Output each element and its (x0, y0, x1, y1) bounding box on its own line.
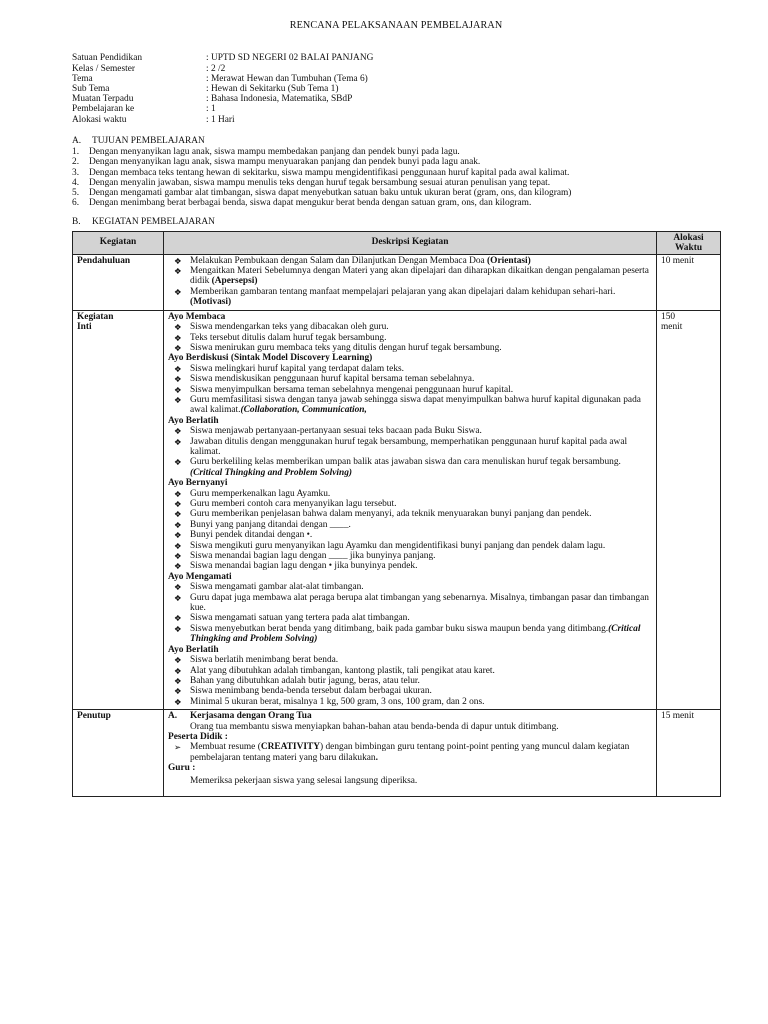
list-item (168, 530, 652, 540)
identity-value: : 1 Hari (206, 114, 235, 125)
list-item (168, 520, 652, 530)
list-item (168, 374, 652, 384)
activity-heading-ayo-berlatih-1: Ayo Berlatih (168, 415, 219, 426)
diamond-bullet-icon: ❖ (174, 675, 182, 686)
identity-row (72, 94, 720, 104)
guru-heading: Guru : (168, 763, 196, 774)
desc-pendahuluan (164, 254, 657, 310)
list-item-emphasis: (Critical Thingking and Problem Solving) (190, 467, 352, 478)
time-inti-line1: 150 (661, 311, 676, 322)
list-item-text (190, 582, 652, 592)
diamond-bullet-icon: ❖ (174, 686, 182, 697)
header-alokasi-line2: Waktu (674, 242, 703, 253)
diamond-bullet-icon: ❖ (174, 394, 182, 405)
diamond-bullet-icon: ❖ (174, 665, 182, 676)
identity-value: : 1 (206, 104, 216, 115)
list-item (168, 489, 652, 499)
list-item-main: Guru memperkenalkan lagu Ayamku. (190, 488, 331, 499)
identity-row (72, 115, 720, 125)
identity-block (72, 53, 720, 124)
identity-key: Kelas / Semester (72, 63, 136, 74)
list-item-main: Siswa mengikuti guru menyanyikan lagu Ayamku dan mengidentifikasi bunyi panjang dan pendek dalam lagu. (190, 540, 606, 551)
list-item-main: Siswa menirukan guru membaca teks yang ditulis dengan huruf tegak bersambung. (190, 342, 502, 353)
list-item-main: Alat yang dibutuhkan adalah timbangan, kantong plastik, tali pengikat atau karet. (190, 665, 495, 676)
stage-inti-line2: Inti (77, 322, 92, 333)
list-item-main: Bunyi yang panjang ditandai dengan ____. (190, 519, 351, 530)
diamond-bullet-icon: ❖ (174, 266, 182, 277)
table-row-inti (73, 310, 721, 709)
diamond-bullet-icon: ❖ (174, 342, 182, 353)
list-item-main: Siswa melingkari huruf kapital yang terdapat dalam teks. (190, 363, 404, 374)
time-pendahuluan: 10 menit (657, 254, 721, 310)
list-item-text (190, 624, 652, 645)
list-item-text (190, 322, 652, 332)
section-b-letter: B. (72, 217, 81, 228)
identity-value: : Merawat Hewan dan Tumbuhan (Tema 6) (206, 73, 368, 84)
list-item (168, 322, 652, 332)
list-item-main: Mengaitkan Materi Sebelumnya dengan Materi yang akan dipelajari dan diharapkan dikaitkan dengan pengalaman peserta didik (190, 266, 649, 287)
list-item (168, 541, 652, 551)
diamond-bullet-icon: ❖ (174, 582, 182, 593)
header-deskripsi: Deskripsi Kegiatan (164, 231, 657, 254)
list-item-bold: (Orientasi) (487, 255, 531, 266)
diamond-bullet-icon: ❖ (174, 363, 182, 374)
diamond-bullet-icon: ❖ (174, 374, 182, 385)
objective-text: Dengan membaca teks tentang hewan di sekitarku, siswa mampu mengidentifikasi penggunaan huruf kapital pada awal kalimat. (89, 167, 570, 178)
list-item-text (190, 457, 652, 478)
document-title: RENCANA PELAKSANAAN PEMBELAJARAN (289, 20, 503, 31)
section-b-heading (72, 217, 720, 227)
list-item-main: Siswa menyebutkan berat benda yang ditimbang, baik pada gambar buku siswa maupun benda yang ditimbang. (190, 623, 609, 634)
diamond-bullet-icon: ❖ (174, 499, 182, 509)
list-item (168, 593, 652, 614)
list-item-main: Minimal 5 ukuran berat, misalnya 1 kg, 500 gram, 3 ons, 100 gram, dan 2 ons. (190, 696, 485, 707)
list-item (168, 624, 652, 645)
stage-pendahuluan: Pendahuluan (73, 254, 164, 310)
objective-number: 3. (72, 167, 80, 178)
list-item-main: Siswa mengamati gambar alat-alat timbangan. (190, 582, 364, 593)
list-item (168, 287, 652, 308)
objective-text: Dengan menimbang berat berbagai benda, siswa dapat mengukur berat benda dengan satuan gram, ons, dan kilogram. (89, 198, 532, 209)
list-item-text (190, 395, 652, 416)
section-a-title: TUJUAN PEMBELAJARAN (92, 135, 205, 146)
list-item-text (190, 676, 652, 686)
activity-heading-ayo-mengamati: Ayo Mengamati (168, 571, 232, 582)
objective-item (72, 178, 720, 188)
activity-heading-ayo-berdiskusi: Ayo Berdiskusi (Sintak Model Discovery Learning) (168, 353, 373, 364)
identity-key: Sub Tema (72, 83, 110, 94)
list-item-main: Bahan yang dibutuhkan adalah butir jagung, beras, atau telur. (190, 675, 420, 686)
diamond-bullet-icon: ❖ (174, 696, 182, 707)
list-item-main: Siswa menimbang benda-benda tersebut dalam berbagai ukuran. (190, 686, 432, 697)
objective-number: 1. (72, 147, 80, 158)
list-item-text (190, 333, 652, 343)
list-item-main: Melakukan Pembukaan dengan Salam dan Dilanjutkan Dengan Membaca Doa (190, 255, 488, 266)
diamond-bullet-icon: ❖ (174, 540, 182, 551)
list-item-main: Siswa mengamati satuan yang tertera pada alat timbangan. (190, 613, 410, 624)
diamond-bullet-icon: ❖ (174, 623, 182, 634)
objective-number: 6. (72, 198, 80, 209)
list-item (168, 266, 652, 287)
list-item-main: Guru memberikan penjelasan bahwa dalam menyanyi, ada teknik menyuarakan bunyi panjang dan pendek. (190, 509, 592, 520)
identity-key: Satuan Pendidikan (72, 53, 143, 64)
header-alokasi-line1: Alokasi (673, 232, 704, 243)
time-inti-line2: menit (661, 322, 683, 333)
objective-item (72, 147, 720, 157)
desc-inti (164, 310, 657, 709)
time-penutup: 15 menit (657, 710, 721, 797)
list-item-main: Memberikan gambaran tentang manfaat mempelajari pelajaran yang akan dipelajari dalam kehidupan sehari-hari. (190, 286, 616, 297)
section-b-title: KEGIATAN PEMBELAJARAN (92, 217, 215, 228)
list-item (168, 364, 652, 374)
objective-item (72, 168, 720, 178)
identity-row (72, 53, 720, 63)
diamond-bullet-icon: ❖ (174, 488, 182, 499)
identity-row (72, 84, 720, 94)
list-item (168, 561, 652, 571)
list-item-main: Siswa menyimpulkan bersama teman sebelahnya mengenai penggunaan huruf kapital. (190, 384, 514, 395)
stage-inti (73, 310, 164, 709)
identity-key: Muatan Terpadu (72, 94, 134, 105)
list-item-text (190, 374, 652, 384)
list-item-text (190, 364, 652, 374)
list-item (168, 509, 652, 519)
objectives-list (72, 147, 720, 208)
objective-text: Dengan menyanyikan lagu anak, siswa mampu menyuarakan panjang dan pendek bunyi pada lagu anak. (89, 157, 481, 168)
table-row-penutup (73, 710, 721, 797)
list-item-text (190, 385, 652, 395)
objective-text: Dengan menyalin jawaban, siswa mampu menulis teks dengan huruf tegak bersambung sesuai aturan penulisan yang tepat. (89, 177, 551, 188)
list-item-text (190, 256, 652, 266)
list-item-main: Guru berkeliling kelas memberikan umpan balik atas jawaban siswa dan cara menuliskan huruf tegak bersambung. (190, 457, 621, 468)
list-item-main: Jawaban ditulis dengan menggunakan huruf tegak bersambung, memperhatikan penggunaan huruf kapital pada awal kalimat. (190, 436, 628, 457)
list-item-text (190, 613, 652, 623)
peserta-text-post: ) dengan bimbingan guru tentang point-point penting yang muncul dalam kegiatan pembelajaran tentang materi yang baru dilakukan (190, 742, 630, 763)
list-item (168, 613, 652, 623)
list-item-text (190, 287, 652, 308)
diamond-bullet-icon: ❖ (174, 436, 182, 447)
list-item-bold: (Motivasi) (190, 297, 232, 308)
list-item-main: Bunyi pendek ditandai dengan •. (190, 530, 313, 541)
list-item-text (190, 509, 652, 519)
diamond-bullet-icon: ❖ (174, 384, 182, 395)
objective-number: 4. (72, 177, 80, 188)
list-item-text (190, 561, 652, 571)
kerjasama-letter: A. (168, 711, 178, 722)
list-item-text (190, 343, 652, 353)
diamond-bullet-icon: ❖ (174, 530, 182, 541)
table-header-row (73, 231, 721, 254)
list-item-text (190, 593, 652, 614)
diamond-bullet-icon: ❖ (174, 519, 182, 530)
list-item (168, 655, 652, 665)
objective-text: Dengan mengamati gambar alat timbangan, siswa dapat menyebutkan satuan baku untuk ukuran berat (gram, ons, dan kilogram) (89, 187, 572, 198)
identity-value: : Bahasa Indonesia, Matematika, SBdP (206, 94, 353, 105)
diamond-bullet-icon: ❖ (174, 509, 182, 520)
list-item-main: Siswa berlatih menimbang berat benda. (190, 655, 339, 666)
list-item (168, 666, 652, 676)
diamond-bullet-icon: ❖ (174, 592, 182, 603)
objective-number: 2. (72, 157, 80, 168)
diamond-bullet-icon: ❖ (174, 255, 182, 266)
peserta-text: Membuat resume (CREATIVITY) dengan bimbingan guru tentang point-point penting yang muncul dalam kegiatan pembelajaran tentang materi yang baru dilakukan. (190, 742, 630, 763)
header-alokasi (657, 231, 721, 254)
list-item-text (190, 520, 652, 530)
list-item (168, 333, 652, 343)
list-item (168, 343, 652, 353)
list-item (168, 499, 652, 509)
list-item-main: Siswa menandai bagian lagu dengan ____ jika bunyinya panjang. (190, 551, 436, 562)
list-item-emphasis: (Critical Thingking and Problem Solving) (190, 623, 641, 645)
list-item-bold: (Apersepsi) (211, 276, 258, 287)
list-item (168, 426, 652, 436)
desc-penutup (164, 710, 657, 797)
identity-row (72, 74, 720, 84)
diamond-bullet-icon: ❖ (174, 561, 182, 572)
arrow-bullet-icon: ➢ (174, 742, 182, 753)
objective-text: Dengan menyanyikan lagu anak, siswa mampu membedakan panjang dan pendek bunyi pada lagu. (89, 147, 460, 158)
identity-row (72, 104, 720, 114)
list-item (168, 686, 652, 696)
objective-item (72, 157, 720, 167)
diamond-bullet-icon: ❖ (174, 457, 182, 468)
kerjasama-heading: Kerjasama dengan Orang Tua (190, 711, 312, 722)
diamond-bullet-icon: ❖ (174, 322, 182, 333)
activity-heading-ayo-berlatih-2: Ayo Berlatih (168, 644, 219, 655)
identity-key: Pembelajaran ke (72, 104, 135, 115)
header-kegiatan: Kegiatan (73, 231, 164, 254)
identity-value: : UPTD SD NEGERI 02 BALAI PANJANG (206, 53, 374, 64)
identity-key: Alokasi waktu (72, 114, 127, 125)
kerjasama-text: Orang tua membantu siswa menyiapkan bahan-bahan atau benda-benda di dapur untuk ditimbang. (190, 721, 559, 732)
list-item (168, 385, 652, 395)
time-inti (657, 310, 721, 709)
section-a-letter: A. (72, 135, 82, 146)
activity-heading-ayo-bernyanyi: Ayo Bernyanyi (168, 478, 228, 489)
peserta-text-bold: CREATIVITY (260, 742, 321, 753)
diamond-bullet-icon: ❖ (174, 655, 182, 666)
list-item-text (190, 551, 652, 561)
diamond-bullet-icon: ❖ (174, 426, 182, 437)
list-item-main: Siswa menandai bagian lagu dengan • jika bunyinya pendek. (190, 561, 418, 572)
list-item-text (190, 686, 652, 696)
diamond-bullet-icon: ❖ (174, 286, 182, 297)
objective-item (72, 188, 720, 198)
list-item-text (190, 489, 652, 499)
list-item-main: Guru dapat juga membawa alat peraga berupa alat timbangan yang sebenarnya. Misalnya, timbangan pasar dan timbangan kue. (190, 592, 649, 614)
peserta-heading: Peserta Didik : (168, 731, 228, 742)
identity-row (72, 64, 720, 74)
list-item (168, 395, 652, 416)
list-item-text (190, 499, 652, 509)
list-item-text (190, 266, 652, 287)
table-row-pendahuluan (73, 254, 721, 310)
kerjasama-heading-row (168, 711, 652, 721)
identity-key: Tema (72, 73, 93, 84)
list-item-main: Siswa mendiskusikan penggunaan huruf kapital bersama teman sebelahnya. (190, 374, 475, 385)
stage-penutup: Penutup (73, 710, 164, 797)
list-item (168, 457, 652, 478)
list-item-emphasis: (Collaboration, Communication, (240, 405, 367, 416)
list-item-text (190, 530, 652, 540)
list-item-main: Teks tersebut ditulis dalam huruf tegak bersambung. (190, 332, 387, 343)
diamond-bullet-icon: ❖ (174, 332, 182, 343)
list-item-main: Guru memfasilitasi siswa dengan tanya jawab sehingga siswa dapat menyimpulkan bahwa huruf kapital digunakan pada awal kalimat. (190, 394, 641, 416)
diamond-bullet-icon: ❖ (174, 551, 182, 562)
list-item (168, 256, 652, 266)
list-item-text (190, 655, 652, 665)
list-item-text (190, 697, 652, 707)
list-item-main: Guru memberi contoh cara menyanyikan lagu tersebut. (190, 499, 397, 509)
list-item-main: Siswa menjawab pertanyaan-pertanyaan sesuai teks bacaan pada Buku Siswa. (190, 426, 482, 437)
objective-item (72, 198, 720, 208)
list-item (168, 676, 652, 686)
identity-value: : 2 /2 (206, 63, 226, 74)
objective-number: 5. (72, 187, 80, 198)
section-a-heading (72, 136, 720, 146)
peserta-item (168, 742, 652, 763)
list-item (168, 551, 652, 561)
list-item-text (190, 426, 652, 436)
diamond-bullet-icon: ❖ (174, 613, 182, 624)
identity-value: : Hewan di Sekitarku (Sub Tema 1) (206, 83, 339, 94)
list-item (168, 582, 652, 592)
activities-table (72, 231, 721, 797)
stage-inti-line1: Kegiatan (77, 311, 114, 322)
guru-text: Memeriksa pekerjaan siswa yang selesai langsung diperiksa. (190, 775, 418, 786)
list-item-text (190, 666, 652, 676)
peserta-text-pre: Membuat resume ( (190, 742, 261, 753)
list-item-text (190, 437, 652, 458)
list-item-main: Siswa mendengarkan teks yang dibacakan oleh guru. (190, 322, 389, 333)
list-item (168, 437, 652, 458)
activity-heading-ayo-membaca: Ayo Membaca (168, 311, 226, 322)
list-item-text (190, 541, 652, 551)
list-item (168, 697, 652, 707)
